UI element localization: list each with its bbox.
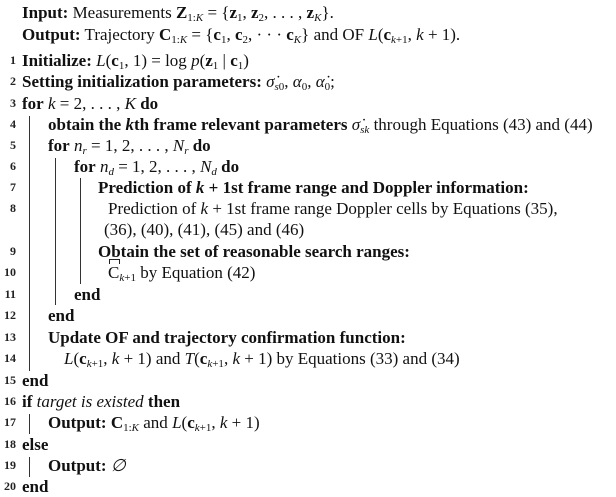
keyword-for: for — [48, 136, 70, 155]
keyword-do: do — [221, 157, 240, 176]
line-number: 15 — [4, 373, 16, 387]
keyword-for: for — [74, 157, 96, 176]
keyword-for: for — [22, 94, 44, 113]
block-bar-for-nr — [55, 158, 56, 305]
line-number: 7 — [10, 180, 16, 194]
initialize-label: Initialize: — [22, 51, 92, 70]
line-number: 8 — [10, 201, 16, 215]
keyword-end: end — [22, 371, 49, 390]
keyword-end: end — [48, 306, 75, 325]
output-text: Trajectory $C_{1:K} = \{c_1$, $c_2$, · · · $c_K$} and OF $L(c_{k+1}$, k + 1). — [84, 25, 461, 46]
empty-set-symbol: ∅ — [110, 456, 126, 475]
line-number: 13 — [4, 330, 16, 344]
keyword-end: end — [22, 477, 49, 496]
line-number: 19 — [4, 458, 16, 472]
keyword-do: do — [140, 94, 159, 113]
line-number: 17 — [4, 415, 16, 429]
setting-label: Setting initialization parameters: — [22, 72, 262, 91]
update-label: Update OF and trajectory confirmation function: — [48, 328, 406, 347]
line-number: 4 — [10, 117, 16, 131]
line-number: 11 — [4, 287, 16, 301]
keyword-do: do — [192, 136, 211, 155]
output-label: Output: — [48, 456, 107, 475]
keyword-end: end — [74, 285, 101, 304]
block-bar-for-nd — [80, 178, 81, 284]
line-number: 1 — [10, 53, 16, 67]
line-number: 10 — [4, 265, 16, 279]
input-label: Input: — [22, 3, 69, 22]
block-bar-else — [29, 457, 30, 477]
keyword-then: then — [147, 392, 181, 411]
input-text: Measurements $Z_{1:K} = \{z_1$, $z_2$, . . . , $z_K$}. — [72, 3, 334, 24]
block-bar-for-k — [29, 116, 30, 371]
line-number: 3 — [10, 96, 16, 110]
block-bar-if — [29, 414, 30, 434]
condition-text: target is existed — [36, 392, 144, 411]
line-number: 2 — [10, 74, 16, 88]
output-label: Output: — [22, 25, 81, 44]
line-number: 16 — [4, 394, 16, 408]
line-number: 6 — [10, 159, 16, 173]
line-number: 18 — [4, 437, 16, 451]
line-number: 14 — [4, 351, 16, 365]
obtain-set-label: Obtain the set of reasonable search ranges: — [98, 242, 410, 261]
line-number: 12 — [4, 308, 16, 322]
keyword-if: if — [22, 392, 33, 411]
line-number: 5 — [10, 138, 16, 152]
line-number: 20 — [4, 479, 16, 493]
keyword-else: else — [22, 435, 49, 454]
line-number: 9 — [10, 244, 16, 258]
output-label: Output: — [48, 413, 107, 432]
